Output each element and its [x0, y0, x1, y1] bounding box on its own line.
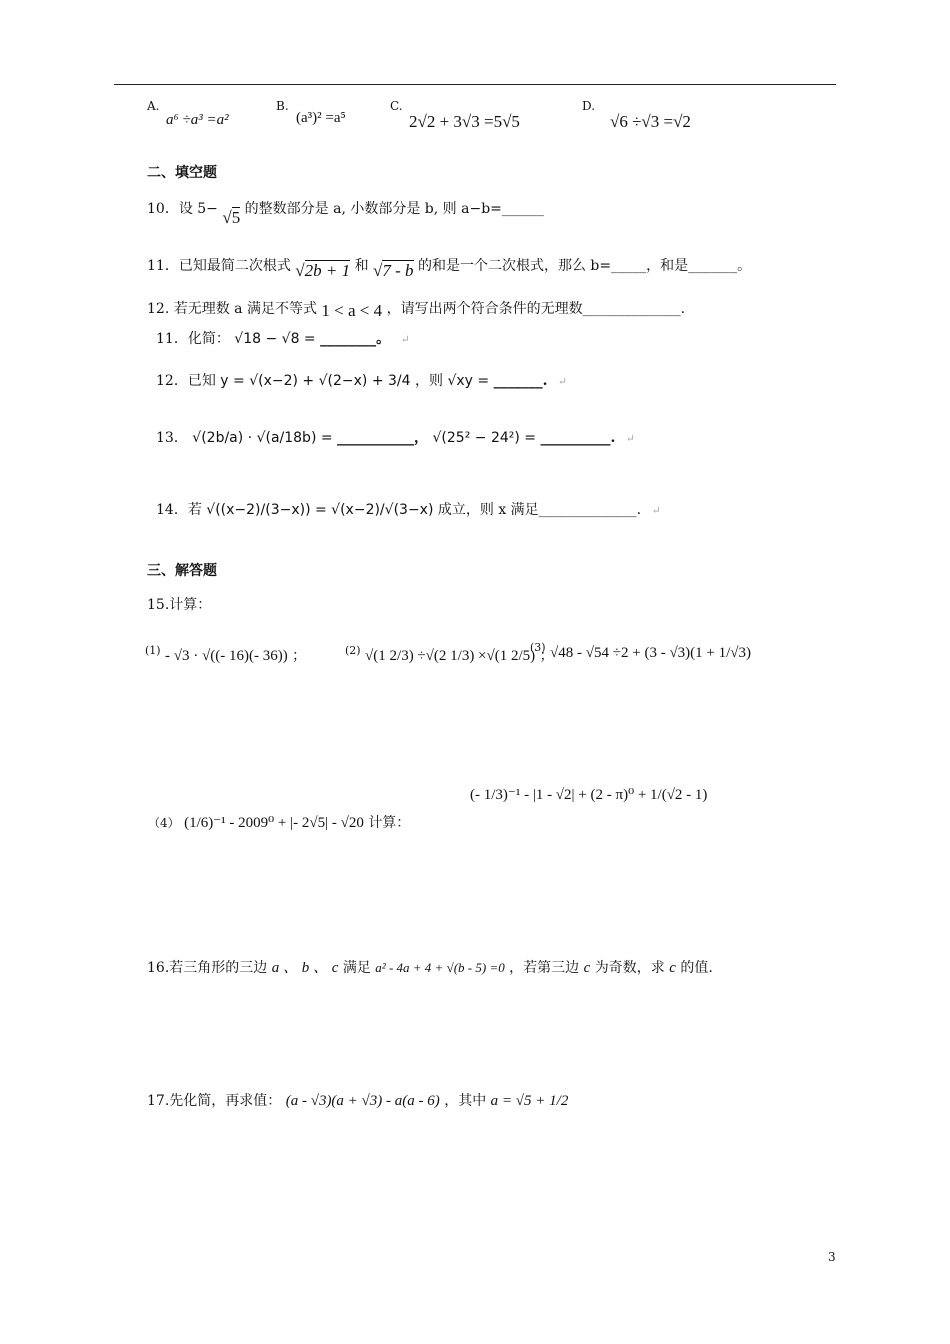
q15-part-3 — [530, 641, 752, 662]
question-10: 10．设 5− √5 的整数部分是 a, 小数部分是 b, 则 a−b=______ — [147, 201, 544, 227]
header-rule — [114, 84, 836, 85]
section-title-answers: 三、解答题 — [147, 563, 217, 579]
q15-2-label: (2) — [345, 644, 361, 657]
q10-prefix: 10．设 5− — [147, 201, 218, 217]
question-11a: 11．已知最简二次根式 √2b + 1 和 √7 - b 的和是一个二次根式，那么 b=_____，和是_______。 — [147, 258, 752, 280]
q15-2-expr: √(1 2/3) ÷√(2 1/3) ×√(1 2/5) — [365, 648, 536, 664]
q17-prefix: 17.先化简，再求值： — [147, 1093, 282, 1109]
q11a-suffix: 的和是一个二次根式，那么 b=_____，和是_______。 — [417, 258, 752, 274]
q16-tail-c: c — [669, 960, 676, 976]
q16-end: 的值. — [680, 960, 713, 976]
question-14 — [156, 499, 661, 519]
q15-4-label: （4） — [148, 816, 180, 830]
section-title-fill-in: 二、填空题 — [147, 165, 217, 181]
q15-4-expr: (1/6)⁻¹ - 2009⁰ + |- 2√5| - √20 — [184, 815, 364, 831]
q11a-radical-2: 7 - b — [382, 261, 414, 280]
q12a-inequality: 1 < a < 4 — [321, 301, 383, 320]
q10-suffix: 的整数部分是 a, 小数部分是 b, 则 a−b=______ — [244, 201, 544, 217]
q15-1-label: (1) — [145, 644, 161, 657]
option-a-expr: a⁶ ÷a³ =a² — [166, 112, 229, 128]
q16-expr: a² - 4a + 4 + √(b - 5) =0 — [375, 960, 505, 975]
option-a-label: A. — [147, 99, 160, 113]
q15-part-2 — [345, 645, 554, 665]
q13-mid: ___________， — [337, 430, 429, 446]
paragraph-mark-icon: ↵ — [557, 375, 568, 388]
q13-expr2: √(25² − 24²) = — [432, 430, 537, 446]
option-d-label: D. — [582, 99, 596, 113]
q17-expr2: a = √5 + 1/2 — [490, 1093, 569, 1109]
q15-title: 15.计算： — [147, 597, 212, 613]
q13-prefix: 13． — [156, 430, 188, 446]
q11a-radical-1: 2b + 1 — [304, 261, 351, 280]
option-c-expr: 2√2 + 3√3 =5√5 — [409, 112, 520, 131]
q16-var-c: c — [583, 960, 591, 976]
q11a-mid: 和 — [354, 258, 369, 274]
question-17 — [147, 1090, 568, 1110]
q12b-suffix: _______. — [493, 373, 548, 389]
paragraph-mark-icon: ↵ — [651, 504, 661, 517]
q12b-prefix: 12．已知 — [156, 373, 216, 389]
q15-3-label: (3) — [530, 641, 546, 654]
q15-1-expr: - √3 · √((- 16)(- 36)) — [165, 648, 288, 664]
q15-2-sep: ； — [539, 648, 554, 664]
q11b-suffix: ________。 — [320, 331, 391, 347]
question-13 — [156, 427, 635, 447]
q12b-expr2: √xy = — [447, 373, 490, 389]
q15-part-4 — [148, 812, 410, 832]
page-number: 3 — [828, 1250, 836, 1264]
paragraph-mark-icon: ↵ — [400, 333, 410, 346]
q16-tail: 为奇数，求 — [594, 960, 665, 976]
q15-part-5 — [470, 785, 707, 804]
q10-radicand: 5 — [231, 208, 241, 227]
option-b-label: B. — [276, 99, 289, 113]
q14-suffix: 成立，则 x 满足______________. — [437, 502, 642, 518]
option-b-expr: (a³)² =a⁵ — [296, 110, 346, 126]
question-11b — [156, 328, 410, 348]
q12a-prefix: 12. 若无理数 a 满足不等式 — [147, 301, 317, 317]
paragraph-mark-icon: ↵ — [625, 432, 636, 445]
q12b-mid: ，则 — [414, 373, 443, 389]
q15-part-1 — [145, 645, 306, 665]
q13-suffix: __________. — [540, 430, 616, 446]
question-12b — [156, 370, 567, 390]
q15-3-expr: √48 - √54 ÷2 + (3 - √3)(1 + 1/√3) — [550, 645, 752, 661]
q17-mid: ，其中 — [444, 1093, 487, 1109]
question-16 — [147, 956, 713, 977]
q15-1-sep: ； — [292, 648, 307, 664]
q11b-prefix: 11．化简： — [156, 331, 230, 347]
option-c-label: C. — [390, 99, 403, 113]
option-d-expr: √6 ÷√3 =√2 — [610, 112, 691, 131]
q15-5-expr: (- 1/3)⁻¹ - |1 - √2| + (2 - π)⁰ + 1/(√2 - 1) — [470, 787, 708, 803]
q16-vars: a 、 b 、 c — [271, 960, 339, 976]
q14-expr: √((x−2)/(3−x)) = √(x−2)/√(3−x) — [206, 502, 434, 518]
q12a-suffix: ，请写出两个符合条件的无理数______________. — [386, 301, 686, 317]
q16-prefix: 16.若三角形的三边 — [147, 960, 268, 976]
q12b-expr: y = √(x−2) + √(2−x) + 3/4 — [220, 373, 411, 389]
q11b-expr: √18 − √8 = — [234, 331, 316, 347]
question-12a — [147, 298, 685, 318]
q16-mid: 满足 — [342, 960, 371, 976]
q13-expr: √(2b/a) · √(a/18b) = — [192, 430, 333, 446]
q17-expr: (a - √3)(a + √3) - a(a - 6) — [285, 1093, 440, 1109]
q16-suffix: ，若第三边 — [509, 960, 580, 976]
q11a-prefix: 11．已知最简二次根式 — [147, 258, 291, 274]
q14-prefix: 14．若 — [156, 502, 202, 518]
q15-4-tail: 计算： — [368, 815, 411, 831]
